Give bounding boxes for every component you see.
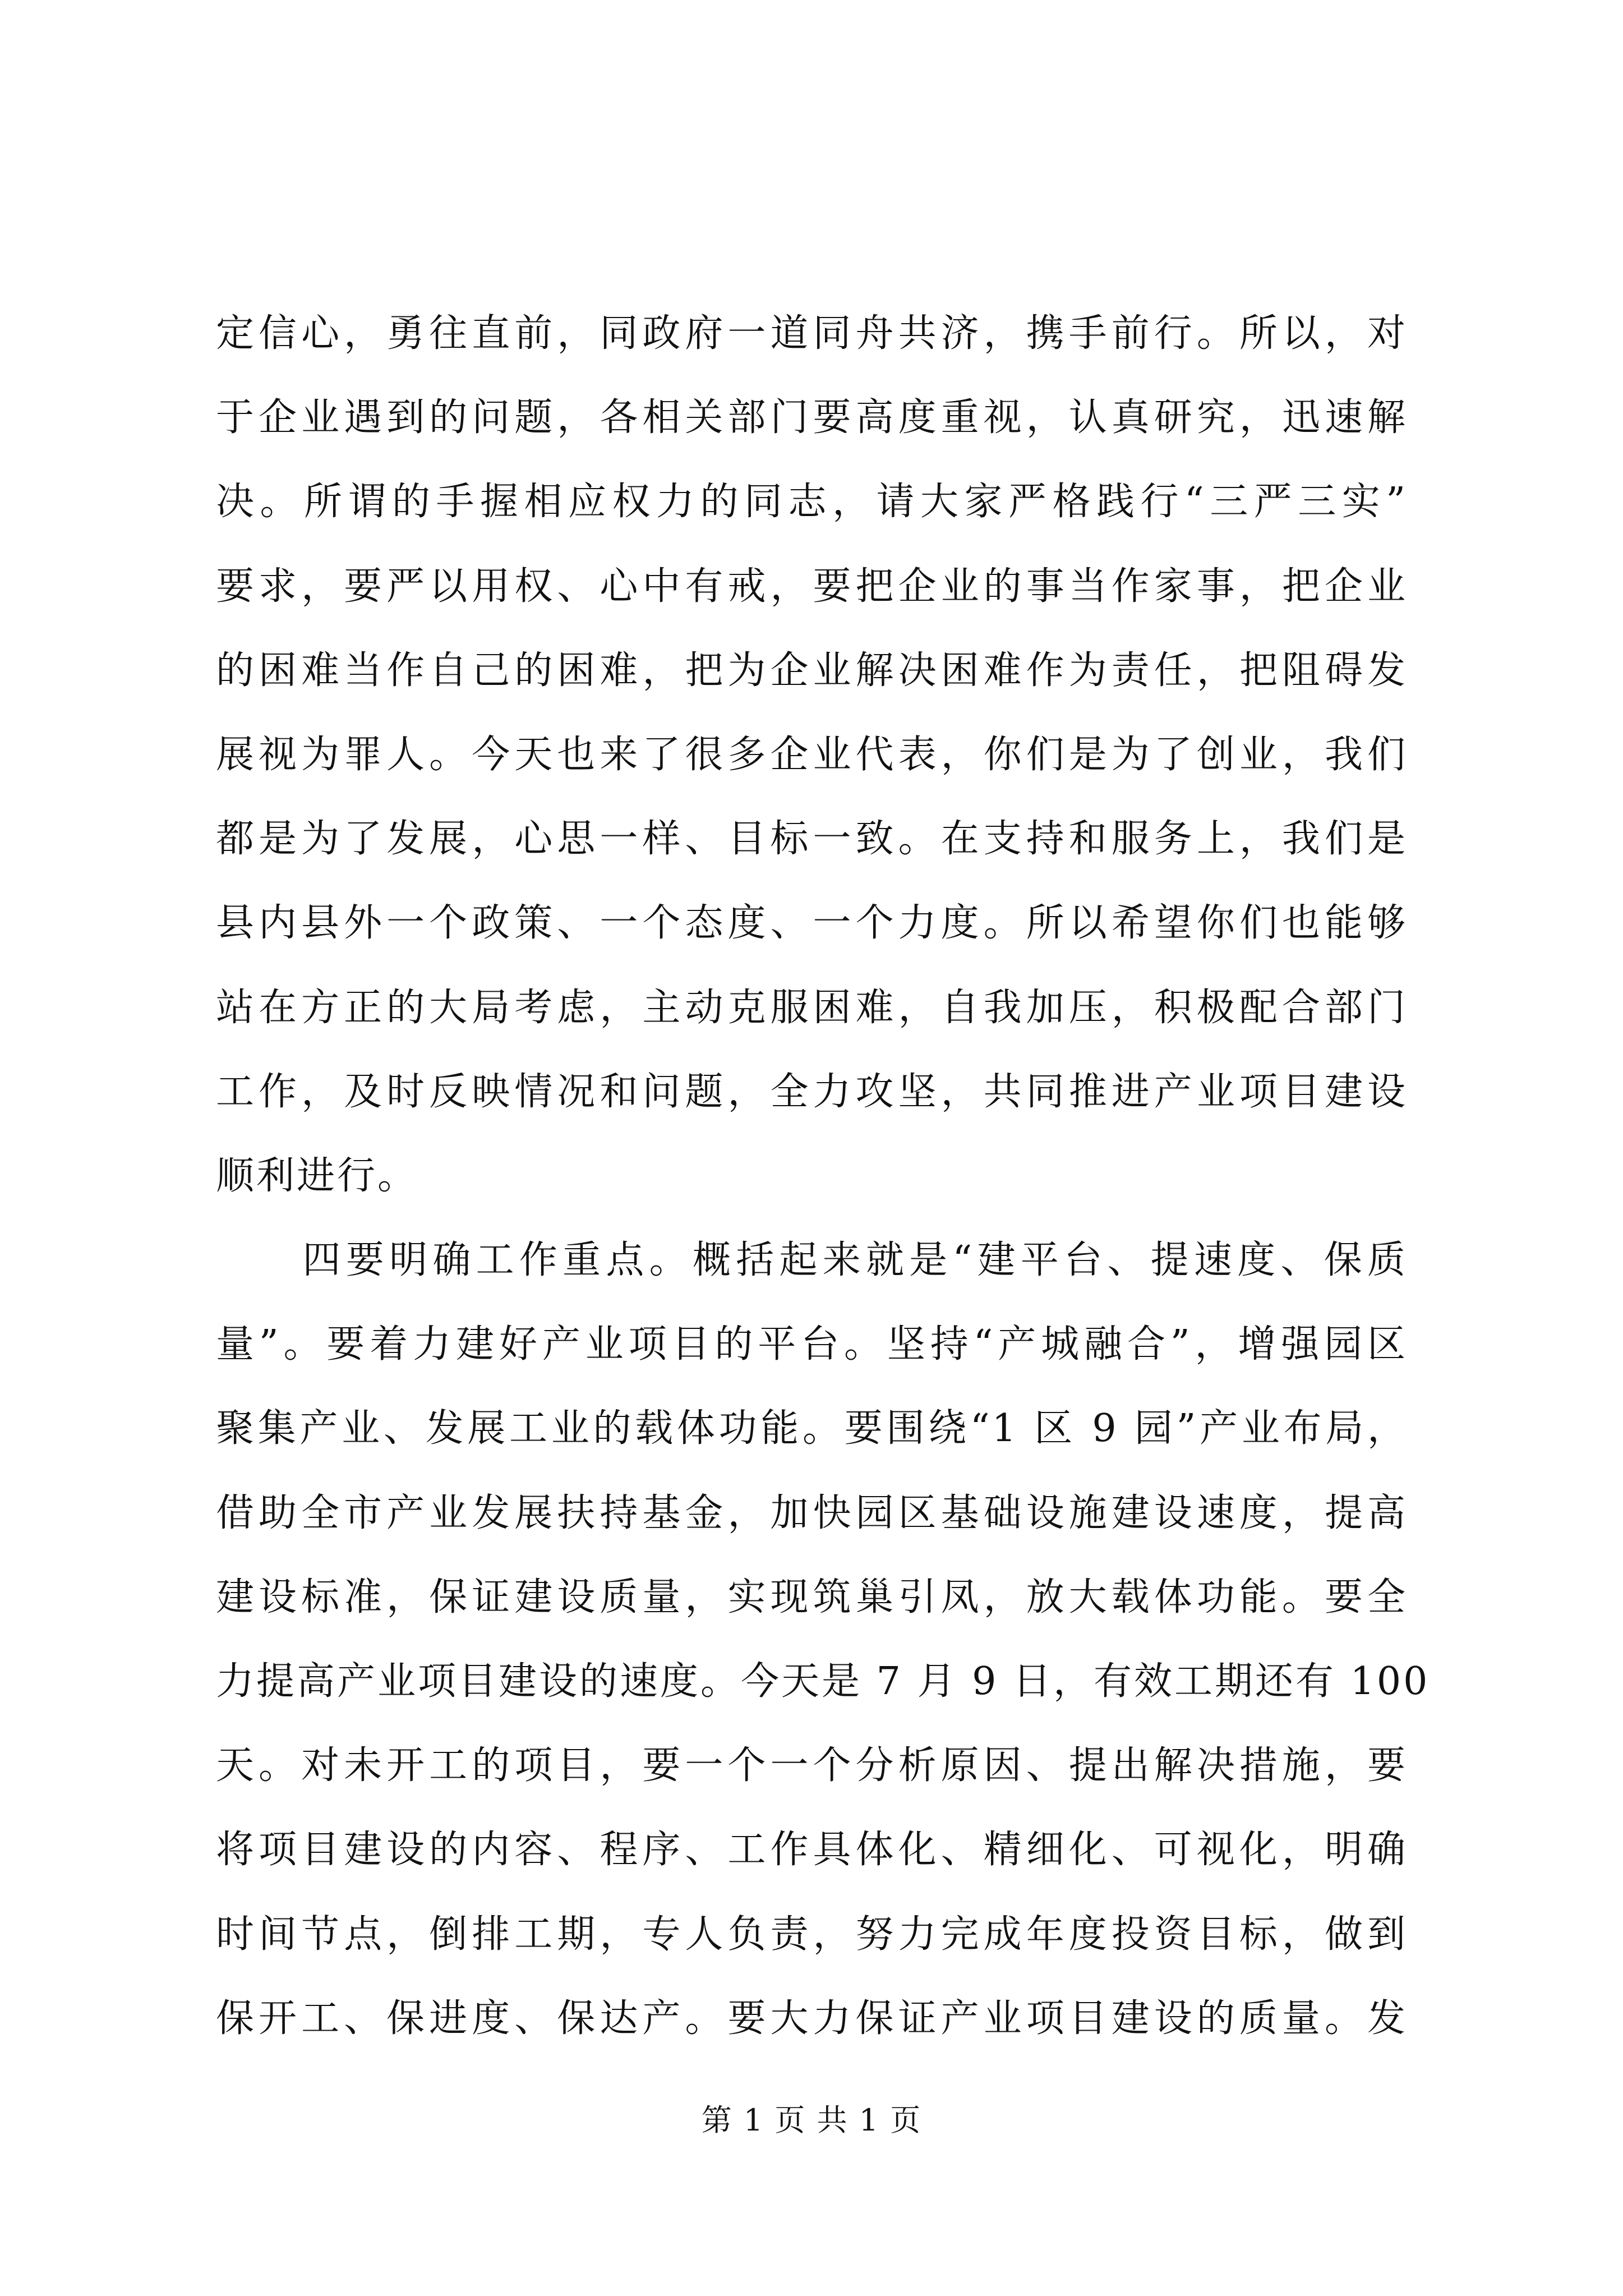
text-line: 工作，及时反映情况和问题，全力攻坚，共同推进产业项目建设	[216, 1069, 1408, 1114]
text-line: 站在方正的大局考虑，主动克服困难，自我加压，积极配合部门	[216, 985, 1408, 1030]
text-line: 都是为了发展，心思一样、目标一致。在支持和服务上，我们是	[216, 817, 1408, 862]
page-footer: 第 1 页 共 1 页	[701, 2102, 922, 2138]
text-line: 时间节点，倒排工期，专人负责，努力完成年度投资目标，做到	[216, 1912, 1408, 1957]
text-line: 保开工、保进度、保达产。要大力保证产业项目建设的质量。发	[216, 1996, 1408, 2041]
text-line: 天。对未开工的项目，要一个一个分析原因、提出解决措施，要	[216, 1743, 1408, 1788]
text-line: 将项目建设的内容、程序、工作具体化、精细化、可视化，明确	[216, 1828, 1408, 1872]
text-line: 于企业遇到的问题，各相关部门要高度重视，认真研究，迅速解	[216, 395, 1408, 440]
text-line: 展视为罪人。今天也来了很多企业代表，你们是为了创业，我们	[216, 732, 1408, 777]
text-line: 聚集产业、发展工业的载体功能。要围绕“1 区 9 园”产业布局，	[216, 1406, 1408, 1451]
text-line: 四要明确工作重点。概括起来就是“建平台、提速度、保质	[216, 1238, 1408, 1283]
text-line: 县内县外一个政策、一个态度、一个力度。所以希望你们也能够	[216, 901, 1408, 946]
text-line: 的困难当作自己的困难，把为企业解决困难作为责任，把阻碍发	[216, 648, 1408, 693]
text-line: 量”。要着力建好产业项目的平台。坚持“产城融合”，增强园区	[216, 1322, 1408, 1367]
text-line: 力提高产业项目建设的速度。今天是 7 月 9 日，有效工期还有 100	[216, 1659, 1430, 1704]
text-line: 决。所谓的手握相应权力的同志，请大家严格践行“三严三实”	[216, 480, 1408, 524]
text-line: 要求，要严以用权、心中有戒，要把企业的事当作家事，把企业	[216, 564, 1408, 609]
body-text	[216, 292, 1430, 2061]
text-line: 建设标准，保证建设质量，实现筑巢引凤，放大载体功能。要全	[216, 1575, 1408, 1619]
text-line: 定信心，勇往直前，同政府一道同舟共济，携手前行。所以，对	[216, 311, 1408, 356]
text-line: 借助全市产业发展扶持基金，加快园区基础设施建设速度，提高	[216, 1490, 1408, 1535]
text-line: 顺利进行。	[216, 1153, 418, 1198]
